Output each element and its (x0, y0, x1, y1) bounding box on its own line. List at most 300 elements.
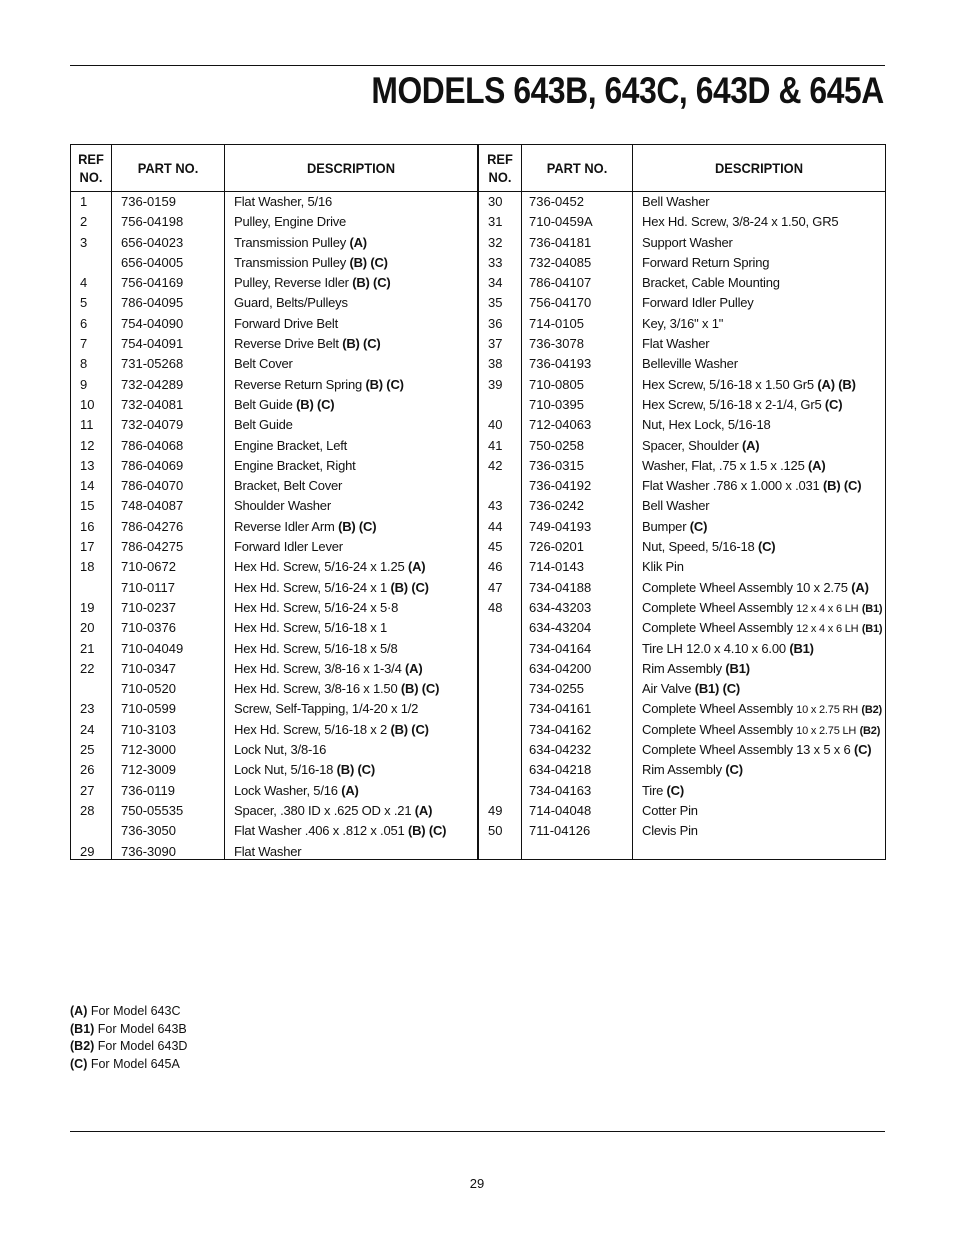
table-row (479, 273, 885, 293)
part-description (642, 456, 825, 476)
part-description (642, 212, 838, 232)
part-description (234, 395, 334, 415)
part-number: 736-04181 (529, 234, 592, 250)
part-description (234, 253, 388, 273)
description-text: Nut, Hex Lock, 5/16-18 (642, 417, 771, 433)
model-tag: (B) (C) (352, 275, 391, 291)
model-note (70, 1038, 187, 1056)
table-row (479, 699, 885, 719)
part-description (642, 557, 684, 577)
part-description (234, 436, 347, 456)
ref-number: 31 (488, 214, 503, 230)
model-tag: (B) (C) (338, 518, 377, 534)
table-row (479, 233, 885, 253)
header-ref: REF NO. (78, 151, 104, 185)
description-text: Reverse Return Spring (234, 376, 363, 392)
ref-number: 20 (80, 620, 95, 636)
part-description (234, 618, 387, 638)
description-text: Pulley, Reverse Idler (234, 275, 349, 291)
description-text: Flat Washer .406 x .812 x .051 (234, 823, 405, 839)
table-row (479, 415, 885, 435)
part-description (642, 740, 871, 760)
part-description (234, 273, 391, 293)
table-row (479, 496, 885, 516)
part-description (234, 781, 359, 801)
model-note (70, 1056, 187, 1074)
description-text: Lock Nut, 5/16-18 (234, 762, 334, 778)
part-number: 710-0237 (121, 599, 176, 615)
table-body (71, 192, 477, 862)
part-number: 710-0520 (121, 681, 176, 697)
page-number: 29 (469, 1176, 485, 1191)
ref-number: 19 (80, 599, 95, 615)
description-text: Complete Wheel Assembly (642, 599, 793, 615)
part-description (642, 821, 698, 841)
table-row (479, 375, 885, 395)
description-text: Forward Idler Pulley (642, 295, 754, 311)
model-tag: (A) (341, 782, 359, 798)
part-description (234, 598, 398, 618)
part-number: 710-3103 (121, 721, 176, 737)
ref-number: 10 (80, 396, 95, 412)
part-description (642, 781, 684, 801)
part-number: 736-0242 (529, 498, 584, 514)
ref-number: 36 (488, 315, 503, 331)
description-text: Cotter Pin (642, 802, 698, 818)
description-text: Pulley, Engine Drive (234, 214, 347, 230)
part-description (642, 720, 880, 741)
table-row (71, 476, 477, 496)
part-description (642, 436, 759, 456)
part-description (234, 720, 429, 740)
part-description (234, 517, 376, 537)
model-tag: (B1) (861, 623, 883, 636)
description-text: Hex Hd. Screw, 3/8-16 x 1.50 (234, 681, 398, 697)
ref-number: 5 (80, 295, 88, 311)
table-row (479, 720, 885, 740)
page-title: MODELS 643B, 643C, 643D & 645A (371, 70, 884, 111)
description-size: 10 x 2.75 LH (796, 724, 857, 737)
description-text: Bracket, Belt Cover (234, 478, 343, 494)
part-description (234, 557, 425, 577)
description-text: Bumper (642, 518, 687, 534)
model-tag: (A) (851, 579, 869, 595)
table-row (71, 354, 477, 374)
part-number: 754-04091 (121, 336, 184, 352)
model-tag: (A) (405, 660, 423, 676)
description-text: Lock Washer, 5/16 (234, 782, 338, 798)
table-row (71, 679, 477, 699)
parts-table-left (70, 144, 478, 860)
part-description (234, 212, 346, 232)
part-number: 749-04193 (529, 518, 592, 534)
table-row (479, 517, 885, 537)
description-text: Nut, Speed, 5/16-18 (642, 539, 755, 555)
part-description (642, 192, 709, 212)
description-text: Tire (642, 782, 664, 798)
header-description: DESCRIPTION (714, 160, 804, 176)
ref-number: 4 (80, 275, 88, 291)
part-number: 756-04170 (529, 295, 592, 311)
description-text: Belt Guide (234, 396, 293, 412)
part-description (234, 192, 332, 212)
ref-number: 29 (80, 843, 95, 859)
model-tag: (B) (C) (823, 478, 862, 494)
table-row (71, 720, 477, 740)
part-description (234, 293, 348, 313)
model-tag: (B1) (C) (694, 681, 741, 697)
description-text: Shoulder Washer (234, 498, 331, 514)
part-description (642, 496, 709, 516)
description-text: Reverse Drive Belt (234, 336, 339, 352)
description-text: Complete Wheel Assembly (642, 701, 793, 717)
description-text: Forward Return Spring (642, 254, 770, 270)
model-tag: (A) (407, 559, 426, 575)
table-row (479, 740, 885, 760)
description-text: Rim Assembly (642, 660, 722, 676)
model-tag: (C) (725, 762, 743, 778)
part-description (642, 639, 814, 659)
description-text: Hex Hd. Screw, 3/8-16 x 1-3/4 (234, 660, 402, 676)
description-text: Hex Hd. Screw, 5/16-24 x 1.25 (234, 559, 405, 575)
part-description (642, 598, 882, 619)
part-description (642, 618, 882, 639)
ref-number: 50 (488, 823, 503, 839)
table-row (71, 375, 477, 395)
part-number: 734-04161 (529, 701, 592, 717)
model-tag: (B) (C) (342, 336, 381, 352)
description-text: Hex Hd. Screw, 3/8-24 x 1.50, GR5 (642, 214, 839, 230)
part-number: 736-04192 (529, 478, 592, 494)
description-text: Guard, Belts/Pulleys (234, 295, 348, 311)
note-text: For Model 643C (90, 1004, 181, 1018)
ref-number: 13 (80, 457, 95, 473)
part-number: 756-04169 (121, 275, 184, 291)
note-text: For Model 645A (90, 1056, 180, 1071)
table-header (71, 145, 477, 192)
ref-number: 16 (80, 518, 95, 534)
model-tag: (B1) (789, 640, 814, 656)
part-number: 750-0258 (529, 437, 584, 453)
part-number: 786-04276 (121, 518, 184, 534)
part-description (234, 740, 326, 760)
header-part: PART NO. (137, 160, 199, 176)
part-number: 734-04162 (529, 721, 592, 737)
table-row (71, 293, 477, 313)
description-size: 12 x 4 x 6 LH (796, 623, 859, 636)
part-description (642, 354, 738, 374)
part-number: 634-43203 (529, 599, 592, 615)
part-number: 710-0672 (121, 559, 176, 575)
table-row (479, 821, 885, 841)
description-text: Spacer, Shoulder (642, 437, 739, 453)
model-tag: (C) (689, 518, 708, 534)
ref-number: 32 (488, 234, 503, 250)
part-number: 756-04198 (121, 214, 184, 230)
model-tag: (A) (741, 437, 760, 453)
description-text: Hex Hd. Screw, 5/16-24 x 1 (234, 579, 388, 595)
part-number: 731-05268 (121, 356, 184, 372)
part-description (234, 476, 342, 496)
part-number: 732-04085 (529, 254, 592, 270)
table-row (71, 253, 477, 273)
table-row (479, 639, 885, 659)
part-number: 634-43204 (529, 620, 592, 636)
description-text: Belleville Washer (642, 356, 738, 372)
ref-number: 46 (488, 559, 503, 575)
table-row (71, 517, 477, 537)
part-number: 710-0599 (121, 701, 176, 717)
part-number: 711-04126 (529, 823, 591, 839)
ref-number: 38 (488, 356, 503, 372)
table-row (71, 740, 477, 760)
part-description (642, 659, 750, 679)
parts-table-right (478, 144, 886, 860)
part-description (642, 415, 771, 435)
ref-number: 3 (80, 234, 88, 250)
description-text: Complete Wheel Assembly 13 x 5 x 6 (642, 742, 851, 758)
table-row (479, 192, 885, 212)
description-text: Flat Washer (642, 336, 710, 352)
part-number: 736-0452 (529, 194, 584, 209)
part-description (234, 659, 423, 679)
ref-number: 33 (488, 254, 503, 270)
part-number: 714-0143 (529, 559, 584, 575)
ref-number: 9 (80, 376, 88, 392)
model-tag: (A) (349, 234, 367, 250)
description-text: Hex Screw, 5/16-18 x 1.50 Gr5 (642, 376, 814, 392)
table-row (479, 679, 885, 699)
ref-number: 11 (80, 417, 94, 433)
model-note (70, 1003, 187, 1021)
part-number: 736-3078 (529, 336, 584, 352)
part-description (234, 415, 293, 435)
table-row (71, 192, 477, 212)
part-number: 714-0105 (529, 315, 584, 331)
part-number: 732-04079 (121, 417, 184, 433)
description-text: Screw, Self-Tapping, 1/4-20 x 1/2 (234, 701, 419, 717)
description-text: Forward Drive Belt (234, 315, 339, 331)
table-row (479, 781, 885, 801)
description-text: Bell Washer (642, 194, 710, 209)
description-text: Complete Wheel Assembly 10 x 2.75 (642, 579, 848, 595)
description-text: Rim Assembly (642, 762, 722, 778)
ref-number: 48 (488, 599, 503, 615)
part-description (642, 760, 743, 780)
table-row (479, 578, 885, 598)
header-part: PART NO. (546, 160, 608, 176)
ref-number: 28 (80, 802, 95, 818)
table-body (479, 192, 885, 842)
note-code: (B1) (70, 1021, 95, 1036)
note-code: (B2) (70, 1039, 95, 1054)
note-code: (A) (70, 1004, 88, 1018)
model-notes (70, 1003, 187, 1073)
table-row (71, 436, 477, 456)
ref-number: 41 (488, 437, 503, 453)
ref-number: 47 (488, 579, 503, 595)
ref-number: 37 (488, 336, 503, 352)
description-text: Spacer, .380 ID x .625 OD x .21 (234, 802, 412, 818)
part-description (234, 842, 301, 862)
table-row (479, 801, 885, 821)
note-code: (C) (70, 1056, 88, 1071)
part-number: 786-04275 (121, 539, 184, 555)
part-description (642, 679, 740, 699)
table-row (71, 212, 477, 232)
ref-number: 24 (80, 721, 95, 737)
ref-number: 6 (80, 315, 88, 331)
ref-number: 35 (488, 295, 503, 311)
part-number: 736-3050 (121, 823, 176, 839)
table-row (71, 314, 477, 334)
part-description (234, 801, 432, 821)
table-row (479, 436, 885, 456)
table-row (479, 395, 885, 415)
ref-number: 49 (488, 802, 503, 818)
part-number: 736-3090 (121, 843, 176, 859)
part-number: 786-04069 (121, 457, 184, 473)
description-text: Flat Washer (234, 843, 302, 859)
header-description: DESCRIPTION (306, 160, 396, 176)
description-text: Complete Wheel Assembly (642, 620, 793, 636)
description-text: Support Washer (642, 234, 733, 250)
part-number: 726-0201 (529, 539, 584, 555)
model-tag: (B) (C) (390, 579, 429, 595)
description-text: Hex Hd. Screw, 5/16-18 x 1 (234, 620, 388, 636)
ref-number: 17 (80, 539, 95, 555)
part-description (642, 395, 842, 415)
table-row (71, 557, 477, 577)
description-text: Bracket, Cable Mounting (642, 275, 780, 291)
part-description (234, 456, 356, 476)
description-text: Klik Pin (642, 559, 684, 575)
part-number: 736-0315 (529, 457, 584, 473)
model-tag: (C) (757, 539, 776, 555)
ref-number: 21 (80, 640, 95, 656)
model-tag: (B) (C) (407, 823, 447, 839)
table-row (71, 537, 477, 557)
description-text: Reverse Idler Arm (234, 518, 335, 534)
table-row (479, 618, 885, 638)
table-row (479, 476, 885, 496)
part-number: 634-04232 (529, 742, 592, 758)
table-row (71, 395, 477, 415)
part-number: 736-04193 (529, 356, 592, 372)
ref-number: 12 (80, 437, 95, 453)
ref-number: 8 (80, 356, 88, 372)
model-tag: (B1) (861, 602, 883, 615)
part-number: 736-0159 (121, 194, 176, 209)
model-tag: (B1) (725, 660, 750, 676)
part-number: 710-0805 (529, 376, 584, 392)
part-description (642, 253, 769, 273)
table-row (479, 557, 885, 577)
ref-number: 30 (488, 194, 503, 209)
table-row (71, 842, 477, 862)
table-row (479, 354, 885, 374)
table-row (479, 456, 885, 476)
part-number: 786-04095 (121, 295, 184, 311)
ref-number: 43 (488, 498, 503, 514)
part-number: 634-04218 (529, 762, 592, 778)
part-description (234, 537, 343, 557)
part-number: 750-05535 (121, 802, 184, 818)
part-number: 634-04200 (529, 660, 592, 676)
part-number: 786-04068 (121, 437, 184, 453)
model-tag: (B2) (859, 724, 881, 737)
part-description (642, 314, 723, 334)
ref-number: 7 (80, 336, 88, 352)
ref-number: 34 (488, 275, 503, 291)
part-description (642, 699, 882, 720)
ref-number: 40 (488, 417, 503, 433)
part-description (234, 821, 446, 841)
ref-number: 42 (488, 457, 503, 473)
description-text: Transmission Pulley (234, 254, 347, 270)
description-text: Forward Idler Lever (234, 539, 343, 555)
description-text: Transmission Pulley (234, 234, 347, 250)
description-size: 12 x 4 x 6 LH (796, 602, 859, 615)
part-description (234, 354, 293, 374)
part-description (234, 496, 331, 516)
part-number: 710-0376 (121, 620, 176, 636)
ref-number: 23 (80, 701, 95, 717)
table-row (71, 821, 477, 841)
table-row (71, 699, 477, 719)
description-size: 10 x 2.75 RH (796, 704, 858, 717)
table-row (479, 760, 885, 780)
table-row (71, 273, 477, 293)
model-tag: (A) (414, 802, 433, 818)
part-number: 734-04188 (529, 579, 592, 595)
table-row (71, 659, 477, 679)
part-description (642, 293, 754, 313)
model-tag: (B) (C) (349, 254, 388, 270)
table-row (479, 659, 885, 679)
part-number: 734-04163 (529, 782, 592, 798)
model-tag: (B) (C) (365, 376, 404, 392)
part-number: 710-0347 (121, 660, 176, 676)
table-row (479, 314, 885, 334)
part-number: 712-3009 (121, 762, 176, 778)
description-text: Flat Washer, 5/16 (234, 194, 332, 209)
part-number: 710-0395 (529, 396, 584, 412)
table-row (71, 456, 477, 476)
model-tag: (A) (808, 457, 826, 473)
table-row (71, 598, 477, 618)
table-row (71, 801, 477, 821)
table-row (71, 496, 477, 516)
table-row (479, 293, 885, 313)
part-number: 710-04049 (121, 640, 184, 656)
part-number: 732-04081 (121, 396, 184, 412)
model-tag: (B) (C) (296, 396, 335, 412)
description-text: Washer, Flat, .75 x 1.5 x .125 (642, 457, 805, 473)
table-row (479, 253, 885, 273)
table-row (71, 760, 477, 780)
table-row (71, 618, 477, 638)
table-row (71, 578, 477, 598)
description-text: Key, 3/16" x 1" (642, 315, 724, 331)
description-text: Hex Hd. Screw, 5/16-18 x 5/8 (234, 640, 398, 656)
table-row (71, 639, 477, 659)
part-number: 656-04023 (121, 234, 184, 250)
ref-number: 26 (80, 762, 95, 778)
part-description (234, 679, 439, 699)
ref-number: 25 (80, 742, 95, 758)
table-row (479, 334, 885, 354)
